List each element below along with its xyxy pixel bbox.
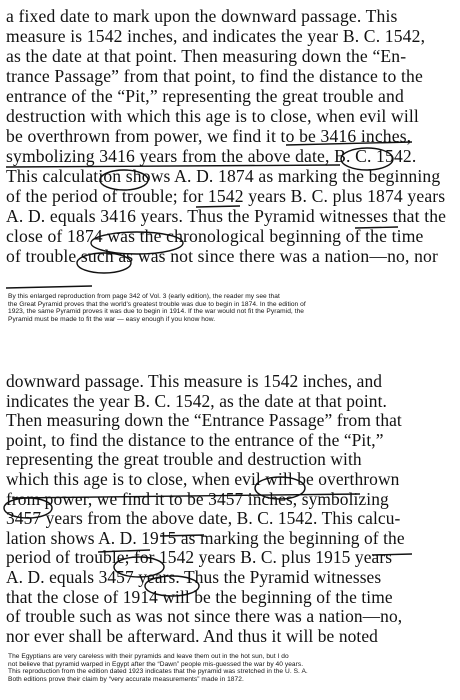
top-line-11: A. D. equals 3416 years. Thus the Pyramid witnesses that the — [6, 206, 447, 226]
bottom-caption-line-1: The Egyptians are very careless with their pyramids and leave them out in the hot sun, but I do — [8, 653, 289, 660]
bottom-line-7: from power, we find it to be 3457 inches, symbolizing — [6, 488, 389, 509]
top-line-7: be overthrown from power, we find it to be 3416 inches, — [6, 126, 412, 146]
bottom-caption-line-3: This reproduction from the edition dated 1923 indicates that the pyramid was stretched in the U. S. A. — [8, 668, 308, 676]
bottom-line-11: A. D. equals 3457 years. Thus the Pyramid witnesses — [6, 566, 382, 587]
bottom-line-5: representing the great trouble and destruction with — [6, 449, 362, 470]
top-line-1: a fixed date to mark upon the downward passage. This — [6, 6, 398, 26]
bottom-line-14: nor ever shall be afterward. And thus it will be noted — [6, 625, 378, 646]
bottom-line-4: point, to find the distance to the entrance of the “Pit,” — [6, 429, 384, 450]
top-scan-excerpt — [6, 6, 458, 266]
top-caption-line-3: 1923, the same Pyramid proves it was due to begin in 1914. If the war would not fit the Pyramid, the — [8, 308, 305, 316]
bottom-line-3: Then measuring down the “Entrance Passage” from that — [6, 410, 402, 431]
top-caption — [8, 293, 456, 323]
bottom-caption-line-2: not believe that pyramid warped in Egypt after the “Dawn” people mis-guessed the war by 40 years. — [8, 660, 304, 668]
bottom-line-1: downward passage. This measure is 1542 inches, and — [6, 371, 383, 391]
top-caption-line-4: Pyramid must be made to fit the war — easy enough if you know how. — [8, 315, 216, 323]
top-line-6: destruction with which this age is to close, when evil will — [6, 106, 419, 126]
top-line-12: close of 1874 was the chronological beginning of the time — [6, 226, 424, 246]
top-line-5: entrance of the “Pit,” representing the great trouble and — [6, 86, 404, 106]
bottom-line-8: 3457 years from the above date, B. C. 1542. This calcu- — [6, 508, 401, 529]
bottom-line-2: indicates the year B. C. 1542, as the date at that point. — [6, 390, 387, 411]
bottom-caption-line-4: Both editions prove their claim by “very accurate measurements” made in 1872. — [8, 675, 244, 683]
bottom-line-13: of trouble such as was not since there was a nation—no, — [6, 606, 403, 627]
top-line-10: of the period of trouble; for 1542 years B. C. plus 1874 years — [6, 186, 446, 206]
bottom-caption — [8, 653, 456, 683]
bottom-line-10: period of trouble; for 1542 years B. C. plus 1915 years — [6, 547, 393, 568]
top-line-3: as the date at that point. Then measuring down the “En- — [6, 46, 407, 66]
bottom-line-12: that the close of 1914 will be the beginning of the time — [6, 586, 393, 607]
top-underline-trouble — [6, 286, 92, 288]
top-line-8: symbolizing 3416 years from the above date, B. C. 1542. — [6, 146, 417, 166]
bottom-scan-excerpt — [6, 372, 458, 646]
top-line-13: of trouble such as was not since there was a nation—no, nor — [6, 246, 438, 266]
bottom-line-6: which this age is to close, when evil will be overthrown — [6, 468, 400, 489]
top-caption-line-2: the Great Pyramid proves that the world's greatest trouble was due to begin in 1874. In the edition of — [8, 300, 306, 308]
top-line-4: trance Passage” from that point, to find the distance to the — [6, 66, 423, 86]
top-line-9: This calculation shows A. D. 1874 as marking the beginning — [6, 166, 441, 186]
bottom-line-9: lation shows A. D. 1915 as marking the beginning of the — [6, 527, 405, 548]
top-caption-line-1: By this enlarged reproduction from page 342 of Vol. 3 (early edition), the reader my see that — [8, 293, 280, 300]
top-line-2: measure is 1542 inches, and indicates the year B. C. 1542, — [6, 26, 426, 46]
